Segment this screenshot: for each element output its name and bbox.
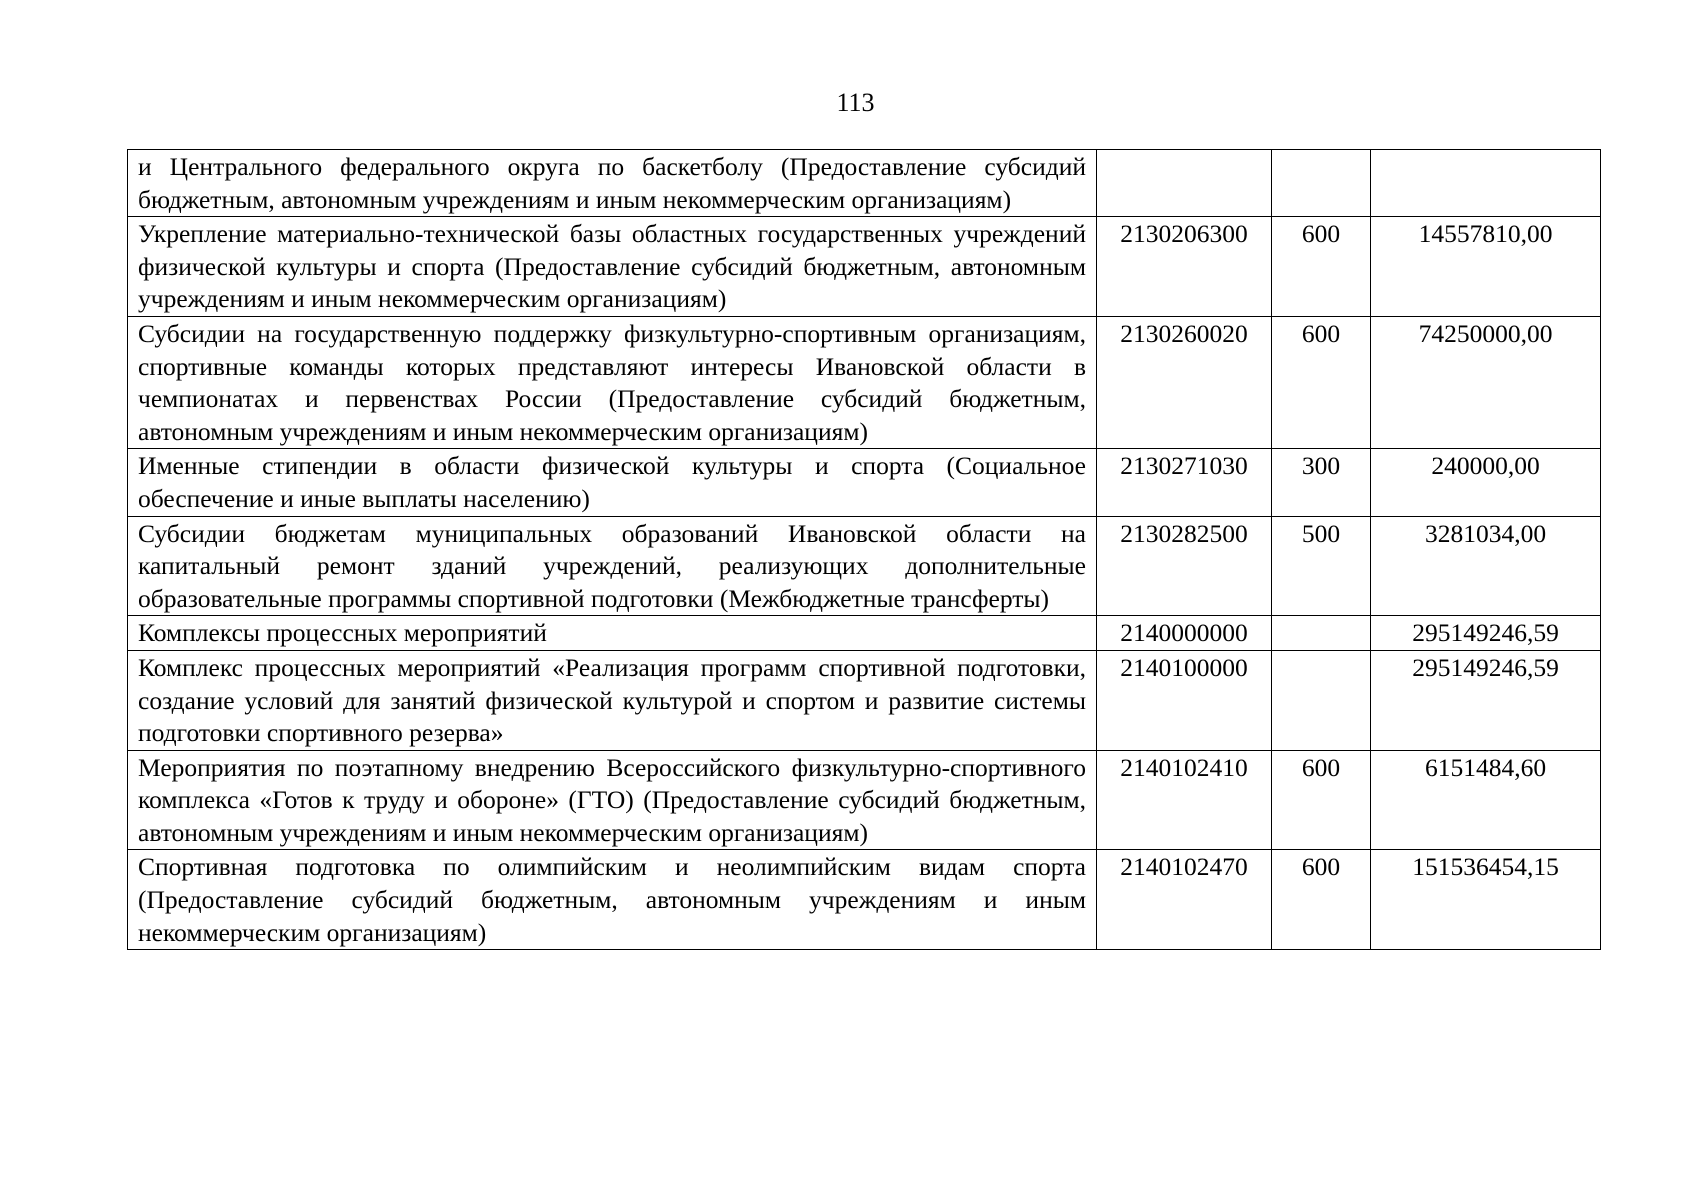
description-cell: Спортивная подготовка по олимпийским и неолимпийским видам спорта (Предоставление субсидий бюджетным, автономным учреждениям и иным некоммерческим организациям) (128, 850, 1097, 950)
budget-table (127, 149, 1601, 950)
table-row (128, 650, 1601, 750)
amount-cell: 3281034,00 (1371, 516, 1601, 616)
description-cell: Укрепление материально-технической базы областных государственных учреждений физической культуры и спорта (Предоставление субсидий бюджетным, автономным учреждениям и иным некоммерческим организациям) (128, 217, 1097, 317)
table-row (128, 150, 1601, 217)
description-cell: Мероприятия по поэтапному внедрению Всероссийского физкультурно-спортивного комплекса «Готов к труду и обороне» (ГТО) (Предоставление субсидий бюджетным, автономным учреждениям и иным некоммерческим организациям) (128, 750, 1097, 850)
expense-type-cell: 500 (1272, 516, 1371, 616)
code-cell: 2140100000 (1097, 650, 1272, 750)
expense-type-cell: 600 (1272, 217, 1371, 317)
description-cell: Комплексы процессных мероприятий (128, 616, 1097, 651)
amount-cell: 74250000,00 (1371, 316, 1601, 448)
code-cell: 2130206300 (1097, 217, 1272, 317)
description-cell: Субсидии на государственную поддержку физкультурно-спортивным организациям, спортивные команды которых представляют интересы Ивановской области в чемпионатах и первенствах России (Предоставление субсидий бюджетным, автономным учреждениям и иным некоммерческим организациям) (128, 316, 1097, 448)
table-row (128, 449, 1601, 516)
description-cell: Субсидии бюджетам муниципальных образований Ивановской области на капитальный ремонт зданий учреждений, реализующих дополнительные образовательные программы спортивной подготовки (Межбюджетные трансферты) (128, 516, 1097, 616)
expense-type-cell: 600 (1272, 750, 1371, 850)
expense-type-cell (1272, 150, 1371, 217)
expense-type-cell: 600 (1272, 316, 1371, 448)
code-cell: 2130260020 (1097, 316, 1272, 448)
code-cell: 2130282500 (1097, 516, 1272, 616)
page-number: 113 (836, 88, 875, 117)
amount-cell: 240000,00 (1371, 449, 1601, 516)
table-row (128, 316, 1601, 448)
description-cell: Именные стипендии в области физической культуры и спорта (Социальное обеспечение и иные выплаты населению) (128, 449, 1097, 516)
code-cell: 2140102470 (1097, 850, 1272, 950)
amount-cell: 295149246,59 (1371, 650, 1601, 750)
amount-cell: 6151484,60 (1371, 750, 1601, 850)
description-cell: Комплекс процессных мероприятий «Реализация программ спортивной подготовки, создание условий для занятий физической культурой и спортом и развитие системы подготовки спортивного резерва» (128, 650, 1097, 750)
expense-type-cell: 300 (1272, 449, 1371, 516)
amount-cell: 14557810,00 (1371, 217, 1601, 317)
code-cell: 2140102410 (1097, 750, 1272, 850)
description-cell: и Центрального федерального округа по баскетболу (Предоставление субсидий бюджетным, автономным учреждениям и иным некоммерческим организациям) (128, 150, 1097, 217)
amount-cell (1371, 150, 1601, 217)
amount-cell: 295149246,59 (1371, 616, 1601, 651)
table-row (128, 217, 1601, 317)
expense-type-cell (1272, 616, 1371, 651)
table-row (128, 750, 1601, 850)
amount-cell: 151536454,15 (1371, 850, 1601, 950)
expense-type-cell: 600 (1272, 850, 1371, 950)
table-row (128, 516, 1601, 616)
table-row (128, 850, 1601, 950)
code-cell: 2130271030 (1097, 449, 1272, 516)
code-cell: 2140000000 (1097, 616, 1272, 651)
table-row (128, 616, 1601, 651)
expense-type-cell (1272, 650, 1371, 750)
code-cell (1097, 150, 1272, 217)
